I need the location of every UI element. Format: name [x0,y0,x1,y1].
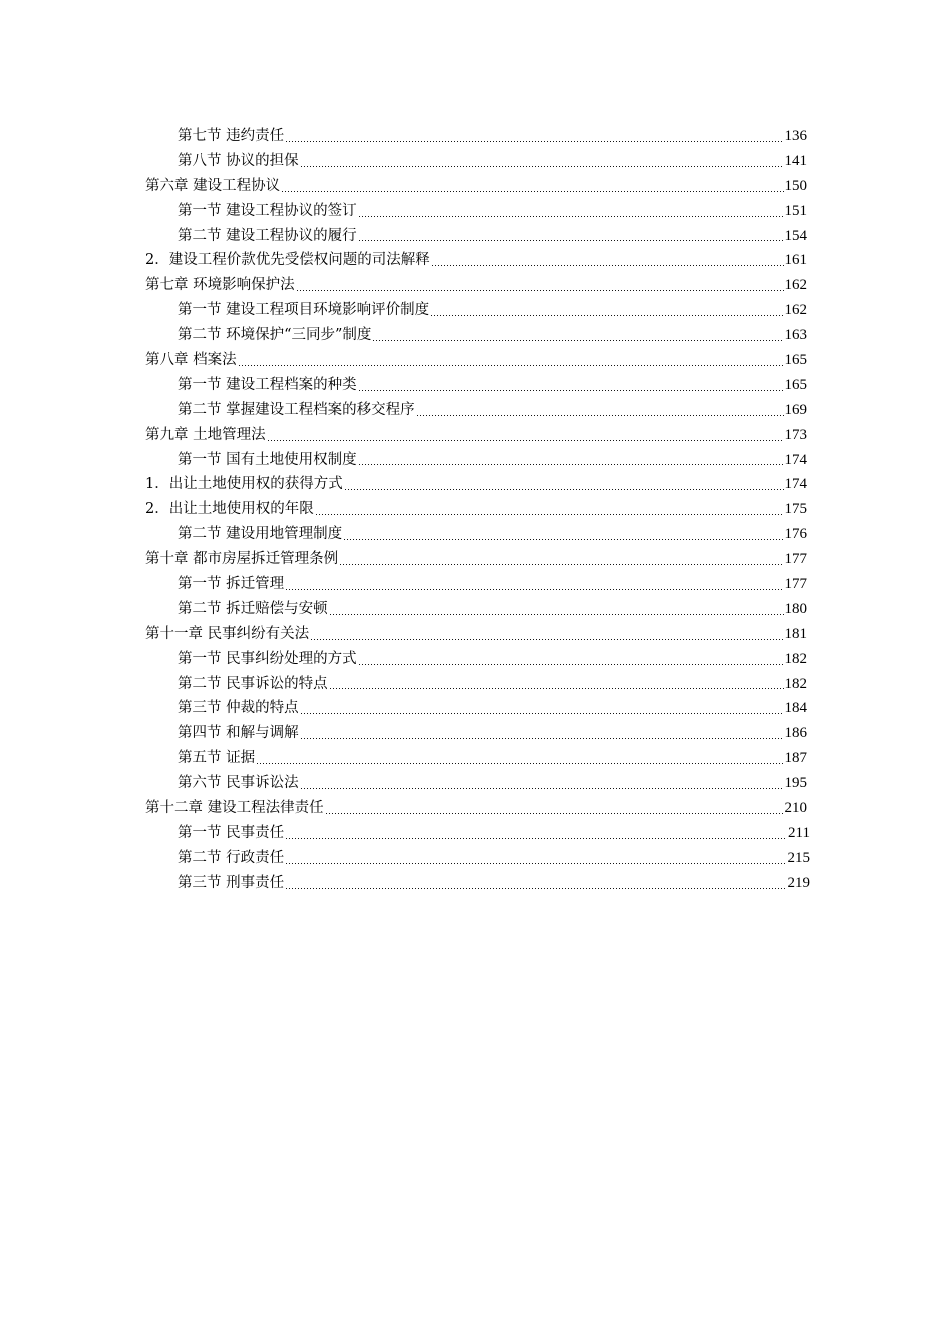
toc-dot-leader [339,564,783,565]
toc-entry-page-number: 173 [784,426,807,443]
toc-entry-page-number: 150 [784,177,807,194]
toc-dot-leader [300,166,784,167]
toc-entry-page-number: 161 [784,252,807,269]
toc-entry-page-number: 180 [784,600,807,617]
toc-entry-title: 1．出让土地使用权的获得方式 [145,476,343,493]
toc-entry-title: 2．出让土地使用权的年限 [145,501,314,518]
toc-dot-leader [285,838,787,839]
toc-entry-page-number: 165 [784,352,807,369]
toc-dot-leader [300,738,784,739]
toc-entry[interactable] [145,373,807,398]
toc-entry[interactable] [145,298,807,323]
toc-entry-title: 第三节 仲裁的特点 [178,700,299,717]
toc-entry-title: 第六节 民事诉讼法 [178,775,299,792]
toc-entry[interactable] [145,124,807,149]
toc-entry[interactable] [145,273,807,298]
toc-entry-title: 第五节 证据 [178,750,256,767]
toc-entry-page-number: 181 [784,625,807,642]
toc-entry[interactable] [145,423,807,448]
toc-entry[interactable] [145,846,810,871]
toc-entry[interactable] [145,871,810,896]
toc-entry-title: 第一节 民事纠纷处理的方式 [178,650,357,667]
toc-dot-leader [358,664,784,665]
toc-entry-page-number: 136 [784,128,807,144]
toc-entry[interactable] [145,348,807,373]
toc-dot-leader [296,290,784,291]
toc-entry[interactable] [145,224,807,249]
toc-entry-page-number: 162 [784,277,807,294]
toc-entry[interactable] [145,199,807,224]
toc-entry[interactable] [145,149,807,174]
toc-entry-title: 第八章 档案法 [145,352,237,369]
toc-dot-leader [310,639,783,640]
toc-entry-page-number: 176 [784,526,807,543]
toc-entry-title: 第二节 环境保护“三同步”制度 [178,327,372,344]
toc-entry-page-number: 169 [784,401,807,418]
toc-entry-page-number: 162 [784,302,807,319]
toc-entry-page-number: 211 [788,824,810,841]
toc-entry[interactable] [145,398,807,423]
toc-dot-leader [329,688,784,689]
toc-entry[interactable] [145,522,807,547]
toc-entry-page-number: 219 [787,874,810,891]
toc-dot-leader [285,888,786,889]
toc-dot-leader [315,514,784,515]
toc-entry-title: 第二节 民事诉讼的特点 [178,675,328,692]
toc-entry-title: 第二节 掌握建设工程档案的移交程序 [178,401,415,418]
toc-entry-title: 第八节 协议的担保 [178,152,299,169]
table-of-contents [145,124,810,896]
toc-entry-title: 第十章 都市房屋拆迁管理条例 [145,551,339,568]
toc-entry-page-number: 154 [784,227,807,244]
toc-entry[interactable] [145,746,807,771]
toc-entry-title: 第一节 拆迁管理 [178,576,285,593]
toc-entry-page-number: 174 [784,476,807,493]
toc-entry-title: 第一节 建设工程协议的签订 [178,202,357,219]
toc-entry-page-number: 163 [784,327,807,344]
toc-dot-leader [281,191,783,192]
toc-entry-title: 第二节 建设用地管理制度 [178,526,343,543]
toc-entry-page-number: 182 [784,650,807,667]
toc-dot-leader [358,464,784,465]
toc-entry-title: 第六章 建设工程协议 [145,177,281,194]
toc-entry[interactable] [145,597,807,622]
toc-dot-leader [285,141,783,142]
toc-dot-leader [416,415,784,416]
toc-dot-leader [325,813,784,814]
toc-entry[interactable] [145,721,807,746]
toc-dot-leader [431,265,784,266]
toc-entry-title: 第二节 行政责任 [178,849,285,866]
toc-entry-page-number: 182 [784,675,807,692]
toc-entry[interactable] [145,472,807,497]
toc-entry[interactable] [145,448,807,473]
toc-dot-leader [300,713,784,714]
toc-entry[interactable] [145,248,807,273]
toc-entry[interactable] [145,821,810,846]
toc-dot-leader [267,440,784,441]
toc-entry[interactable] [145,174,807,199]
toc-dot-leader [358,240,784,241]
toc-entry[interactable] [145,622,807,647]
toc-entry-page-number: 195 [784,775,807,792]
toc-entry[interactable] [145,647,807,672]
toc-entry[interactable] [145,572,807,597]
toc-entry[interactable] [145,796,807,821]
toc-dot-leader [285,589,783,590]
toc-entry-title: 第二节 拆迁赔偿与安顿 [178,600,328,617]
toc-dot-leader [372,340,783,341]
toc-entry-title: 第七章 环境影响保护法 [145,277,295,294]
toc-entry-title: 第一节 建设工程项目环境影响评价制度 [178,302,430,319]
toc-entry-title: 第三节 刑事责任 [178,874,285,891]
toc-dot-leader [238,365,784,366]
toc-entry-title: 2．建设工程价款优先受偿权问题的司法解释 [145,252,430,269]
toc-entry-page-number: 184 [784,700,807,717]
toc-entry-page-number: 165 [784,376,807,393]
toc-entry-page-number: 174 [784,451,807,468]
toc-entry-title: 第九章 土地管理法 [145,426,266,443]
toc-entry-page-number: 141 [784,152,807,169]
toc-dot-leader [256,763,783,764]
toc-entry-title: 第四节 和解与调解 [178,725,299,742]
toc-entry-title: 第十二章 建设工程法律责任 [145,800,324,817]
toc-dot-leader [285,863,786,864]
toc-entry-page-number: 175 [784,501,807,518]
toc-entry-title: 第七节 违约责任 [178,128,285,144]
toc-entry-page-number: 177 [784,576,807,593]
toc-entry[interactable] [145,696,807,721]
toc-dot-leader [343,539,783,540]
toc-entry-page-number: 177 [784,551,807,568]
toc-dot-leader [358,390,784,391]
toc-dot-leader [358,216,784,217]
toc-entry-title: 第一节 国有土地使用权制度 [178,451,357,468]
toc-entry-title: 第十一章 民事纠纷有关法 [145,625,310,642]
toc-entry[interactable] [145,672,807,697]
toc-entry-title: 第一节 民事责任 [178,824,285,841]
toc-entry-page-number: 215 [787,849,810,866]
toc-entry[interactable] [145,771,807,796]
toc-entry-page-number: 210 [784,800,807,817]
toc-entry[interactable] [145,497,807,522]
toc-entry[interactable] [145,547,807,572]
toc-dot-leader [300,788,784,789]
toc-entry[interactable] [145,323,807,348]
toc-entry-page-number: 186 [784,725,807,742]
toc-entry-page-number: 151 [784,202,807,219]
toc-entry-page-number: 187 [784,750,807,767]
toc-entry-title: 第二节 建设工程协议的履行 [178,227,357,244]
toc-dot-leader [430,315,783,316]
toc-dot-leader [329,614,784,615]
toc-entry-title: 第一节 建设工程档案的种类 [178,376,357,393]
toc-dot-leader [344,489,784,490]
